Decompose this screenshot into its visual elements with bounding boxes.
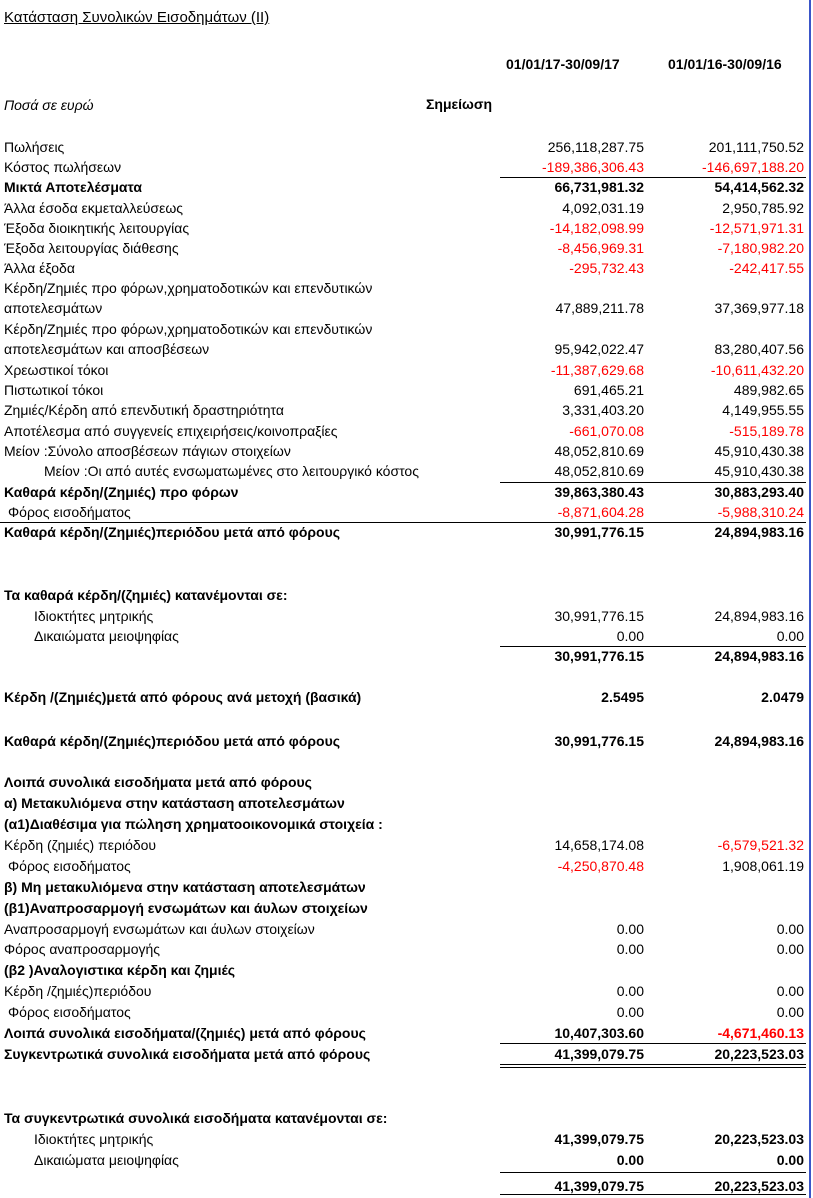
value-current-period: 14,658,174.08 (554, 837, 644, 853)
row-label: Καθαρά κέρδη/(Ζημιές)περιόδου μετά από φόρους (4, 524, 341, 540)
statement-row (0, 522, 810, 542)
value-current-period: 41,399,079.75 (554, 1131, 644, 1147)
statement-row (0, 360, 810, 380)
row-label: (β1)Αναπροσαρμογή ενσωμάτων και άυλων στοιχείων (4, 900, 368, 916)
row-label: Κέρδη/Ζημιές προ φόρων,χρηματοδοτικών και επενδυτικών (4, 321, 373, 337)
value-current-period: 691,465.21 (573, 382, 644, 398)
row-label: Ιδιοκτήτες μητρικής (34, 608, 154, 624)
value-current-period: -4,250,870.48 (557, 858, 644, 874)
row-label: Κόστος πωλήσεων (4, 159, 122, 175)
statement-row (0, 939, 810, 959)
statement-row (0, 960, 810, 980)
row-label: Μικτά Αποτελέσματα (4, 179, 143, 195)
statement-row (0, 646, 810, 666)
value-prior-period: 30,883,293.40 (714, 484, 804, 500)
row-label: Τα καθαρά κέρδη/(ζημιές) κατανέμονται σε: (4, 587, 288, 603)
row-label: Άλλα έσοδα εκμεταλλεύσεως (4, 200, 183, 216)
row-label: Έξοδα λειτουργίας διάθεσης (4, 240, 179, 256)
statement-row (0, 137, 810, 157)
value-current-period: 0.00 (616, 1152, 644, 1168)
row-label: Καθαρά κέρδη/(Ζημιές) προ φόρων (4, 484, 239, 500)
row-label: Άλλα έξοδα (4, 260, 75, 276)
statement-row (0, 731, 810, 751)
value-current-period: -11,387,629.68 (550, 362, 644, 378)
value-prior-period: 2,950,785.92 (722, 200, 804, 216)
page-title: Κατάσταση Συνολικών Εισοδημάτων (II) (4, 9, 270, 26)
rule-line (500, 646, 806, 647)
value-prior-period: 0.00 (776, 941, 804, 957)
value-prior-period: 24,894,983.16 (714, 608, 804, 624)
row-label: Ιδιοκτήτες μητρικής (34, 1131, 154, 1147)
row-label: Έξοδα διοικητικής λειτουργίας (4, 220, 190, 236)
statement-row (0, 981, 810, 1001)
row-label: Λοιπά συνολικά εισοδήματα μετά από φόρους (4, 774, 312, 790)
row-label: Αναπροσαρμογή ενσωμάτων και άυλων στοιχείων (4, 921, 315, 937)
value-prior-period: -4,671,460.13 (717, 1025, 804, 1041)
value-current-period: 30,991,776.15 (554, 648, 644, 664)
value-current-period: 39,863,380.43 (554, 484, 644, 500)
statement-row (0, 898, 810, 918)
row-label: Πιστωτικοί τόκοι (4, 382, 104, 398)
value-prior-period: -7,180,982.20 (717, 240, 804, 256)
statement-row (0, 482, 810, 502)
value-current-period: 95,942,022.47 (554, 341, 644, 357)
statement-row (0, 1023, 810, 1043)
value-prior-period: 0.00 (776, 983, 804, 999)
row-label: Φόρος εισοδήματος (8, 1004, 131, 1020)
value-current-period: 30,991,776.15 (554, 608, 644, 624)
rule-line (500, 482, 806, 483)
value-prior-period: 0.00 (776, 1152, 804, 1168)
value-prior-period: -10,611,432.20 (710, 362, 804, 378)
value-prior-period: 24,894,983.16 (714, 648, 804, 664)
statement-row (0, 298, 810, 318)
statement-row (0, 793, 810, 813)
value-current-period: 2.5495 (601, 689, 644, 705)
value-prior-period: -242,417.55 (729, 260, 804, 276)
value-current-period: 4,092,031.19 (562, 200, 644, 216)
value-prior-period: 2.0479 (761, 689, 804, 705)
row-label: Φόρος εισοδήματος (8, 858, 131, 874)
value-prior-period: -6,579,521.32 (717, 837, 804, 853)
value-prior-period: 0.00 (776, 921, 804, 937)
value-prior-period: 4,149,955.55 (722, 402, 804, 418)
rule-line (500, 1067, 806, 1068)
value-current-period: 41,399,079.75 (554, 1178, 644, 1194)
statement-row (0, 157, 810, 177)
value-current-period: 30,991,776.15 (554, 524, 644, 540)
value-prior-period: -515,189.78 (729, 423, 804, 439)
period-prior-header: 01/01/16-30/09/16 (668, 56, 782, 72)
value-prior-period: -12,571,971.31 (709, 220, 804, 236)
value-current-period: -8,456,969.31 (557, 240, 644, 256)
value-current-period: -14,182,098.99 (549, 220, 644, 236)
rule-line (500, 1064, 806, 1065)
statement-row (0, 1002, 810, 1022)
value-current-period: 66,731,981.32 (554, 179, 644, 195)
statement-row (0, 198, 810, 218)
statement-row (0, 380, 810, 400)
value-current-period: 256,118,287.75 (547, 139, 644, 155)
value-current-period: 48,052,810.69 (554, 463, 644, 479)
row-label: αποτελεσμάτων (4, 300, 103, 316)
value-current-period: 3,331,403.20 (562, 402, 644, 418)
rule-line (500, 1194, 806, 1195)
value-prior-period: 20,223,523.03 (714, 1046, 804, 1062)
row-label: Λοιπά συνολικά εισοδήματα/(ζημιές) μετά από φόρους (4, 1025, 366, 1041)
row-label: Κέρδη /ζημιές)περιόδου (4, 983, 152, 999)
statement-row (0, 1108, 810, 1128)
value-prior-period: 201,111,750.52 (708, 139, 804, 155)
row-label: Φόρος εισοδήματος (8, 504, 131, 520)
row-label: Ζημιές/Κέρδη από επενδυτική δραστηριότητα (4, 402, 284, 418)
row-label: Δικαιώματα μειοψηφίας (34, 1152, 179, 1168)
row-label: Μείον :Οι από αυτές ενσωματωμένες στο λειτουργικό κόστος (44, 463, 419, 479)
row-label: Συγκεντρωτικά συνολικά εισοδήματα μετά από φόρους (4, 1046, 371, 1062)
statement-row (0, 177, 810, 197)
row-label: Αποτέλεσμα από συγγενείς επιχειρήσεις/κοινοπραξίες (4, 423, 338, 439)
value-current-period: 0.00 (616, 921, 644, 937)
value-current-period: 0.00 (616, 628, 644, 644)
row-label: Κέρδη (ζημιές) περιόδου (4, 837, 157, 853)
statement-row (0, 218, 810, 238)
row-label: Δικαιώματα μειοψηφίας (34, 628, 179, 644)
row-label: Κέρδη /(Ζημιές)μετά από φόρους ανά μετοχή (βασικά) (4, 689, 362, 705)
value-prior-period: 0.00 (776, 1004, 804, 1020)
row-label: α) Μετακυλιόμενα στην κατάσταση αποτελεσμάτων (4, 795, 345, 811)
row-label: β) Μη μετακυλιόμενα στην κατάσταση αποτελεσμάτων (4, 879, 366, 895)
value-prior-period: 1,908,061.19 (722, 858, 804, 874)
statement-row (0, 319, 810, 339)
value-prior-period: 24,894,983.16 (714, 733, 804, 749)
value-prior-period: 45,910,430.38 (714, 443, 804, 459)
statement-row (0, 1176, 810, 1196)
statement-row (0, 877, 810, 897)
row-label: Τα συγκεντρωτικά συνολικά εισοδήματα κατανέμονται σε: (4, 1110, 388, 1126)
value-prior-period: 45,910,430.38 (714, 463, 804, 479)
row-label: Πωλήσεις (4, 139, 65, 155)
statement-row (0, 772, 810, 792)
row-label: (α1)Διαθέσιμα για πώληση χρηματοοικονομικά στοιχεία : (4, 816, 383, 832)
statement-row (0, 919, 810, 939)
value-prior-period: 54,414,562.32 (714, 179, 804, 195)
note-column-header: Σημείωση (426, 96, 493, 112)
value-current-period: 48,052,810.69 (554, 443, 644, 459)
rule-line (500, 177, 806, 178)
row-label: αποτελεσμάτων και αποσβέσεων (4, 341, 210, 357)
value-current-period: 0.00 (616, 1004, 644, 1020)
period-current-header: 01/01/17-30/09/17 (506, 56, 620, 72)
row-label: Κέρδη/Ζημιές προ φόρων,χρηματοδοτικών και επενδυτικών (4, 280, 373, 296)
value-current-period: 30,991,776.15 (554, 733, 644, 749)
row-label: (β2 )Αναλογιστικα κέρδη και ζημιές (4, 962, 236, 978)
row-label: Χρεωστικοί τόκοι (4, 362, 109, 378)
value-current-period: 0.00 (616, 941, 644, 957)
statement-row (0, 606, 810, 626)
statement-row (0, 238, 810, 258)
value-current-period: -8,871,604.28 (557, 504, 644, 520)
value-prior-period: 83,280,407.56 (714, 341, 804, 357)
value-current-period: -295,732.43 (569, 260, 644, 276)
statement-row (0, 585, 810, 605)
statement-row (0, 502, 810, 522)
value-prior-period: 0.00 (776, 628, 804, 644)
value-current-period: 10,407,303.60 (554, 1025, 644, 1041)
statement-row (0, 441, 810, 461)
statement-row (0, 687, 810, 707)
value-prior-period: 24,894,983.16 (714, 524, 804, 540)
statement-row (0, 421, 810, 441)
statement-row (0, 1150, 810, 1170)
value-prior-period: -146,697,188.20 (702, 159, 804, 175)
statement-row (0, 278, 810, 298)
value-prior-period: 37,369,977.18 (714, 300, 804, 316)
statement-row (0, 461, 810, 481)
value-current-period: 47,889,211.78 (555, 300, 644, 316)
statement-row (0, 856, 810, 876)
value-current-period: 0.00 (616, 983, 644, 999)
value-prior-period: -5,988,310.24 (717, 504, 804, 520)
rule-line (0, 522, 806, 523)
statement-row (0, 1044, 810, 1064)
statement-row (0, 1129, 810, 1149)
value-current-period: -189,386,306.43 (542, 159, 644, 175)
value-prior-period: 489,982.65 (733, 382, 804, 398)
value-current-period: -661,070.08 (569, 423, 644, 439)
statement-row (0, 835, 810, 855)
value-current-period: 41,399,079.75 (554, 1046, 644, 1062)
statement-row (0, 400, 810, 420)
row-label: Φόρος αναπροσαρμογής (4, 941, 161, 957)
value-prior-period: 20,223,523.03 (714, 1178, 804, 1194)
rule-line (500, 1043, 806, 1044)
rule-line (500, 1172, 806, 1173)
row-label: Καθαρά κέρδη/(Ζημιές)περιόδου μετά από φόρους (4, 733, 341, 749)
value-prior-period: 20,223,523.03 (714, 1131, 804, 1147)
statement-row (0, 339, 810, 359)
row-label: Μείον :Σύνολο αποσβέσεων πάγιων στοιχείων (4, 443, 291, 459)
statement-row (0, 258, 810, 278)
statement-row (0, 626, 810, 646)
currency-note: Ποσά σε ευρώ (4, 97, 94, 113)
statement-row (0, 814, 810, 834)
